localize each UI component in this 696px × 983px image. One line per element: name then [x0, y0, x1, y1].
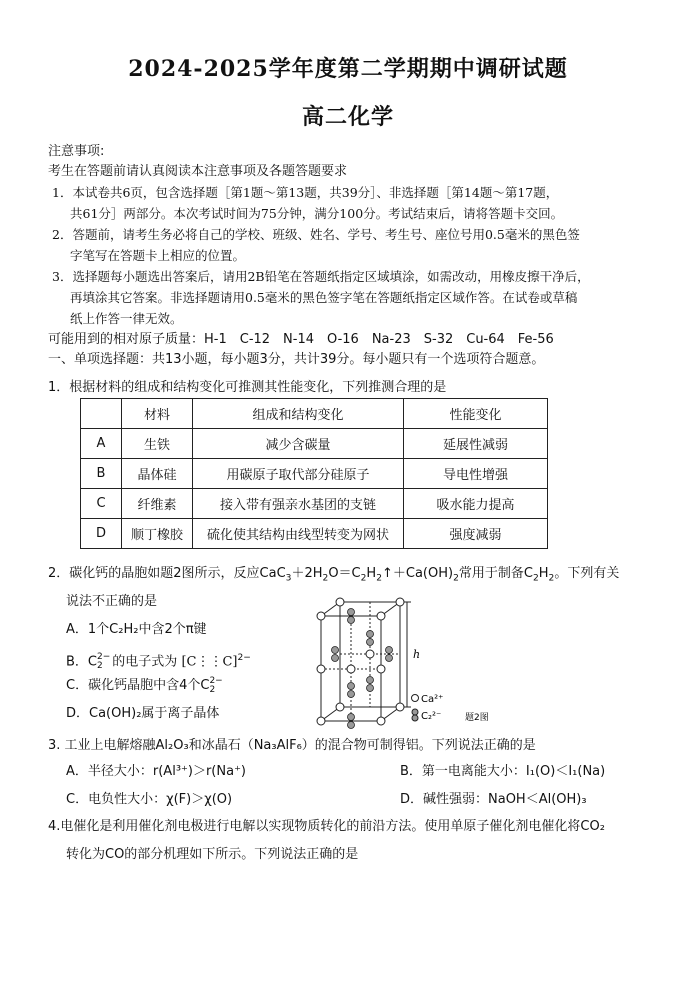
q4-stem: 4.电催化是利用催化剂电极进行电解以实现物质转化的前沿方法。使用单原子催化剂电催化将CO₂ — [48, 819, 605, 834]
table-cell: B — [81, 459, 122, 489]
table-cell: 用碳原子取代部分硅原子 — [193, 459, 404, 489]
q3-option-b: B．第一电离能大小：I₁(O)＜I₁(Na) — [400, 764, 606, 779]
table-row — [81, 429, 548, 459]
q3-option-a: A．半径大小：r(Al³⁺)＞r(Na⁺) — [66, 764, 247, 779]
q3-option-c: C．电负性大小：χ(F)＞χ(O) — [66, 792, 233, 807]
table-row — [81, 459, 548, 489]
q2-option-a: A．1个C₂H₂中含2个π键 — [66, 622, 207, 637]
notice-item-2: 2．答题前，请考生务必将自己的学校、班级、姓名、学号、考生号、座位号用0.5毫米的黑色签 — [52, 227, 580, 242]
table-row — [81, 519, 548, 549]
notice-intro: 考生在答题前请认真阅读本注意事项及各题答题要求 — [48, 164, 348, 179]
atomic-masses: 可能用到的相对原子质量：H-1 C-12 N-14 O-16 Na-23 S-32 Cu-64 Fe-56 — [48, 332, 554, 347]
table-header: 性能变化 — [404, 399, 548, 429]
q2-stem-cont: 说法不正确的是 — [66, 594, 158, 609]
notice-item-3: 3．选择题每小题选出答案后，请用2B铅笔在答题纸指定区域填涂，如需改动，用橡皮擦干净后， — [52, 269, 590, 284]
exam-subject: 高二化学 — [301, 104, 394, 130]
fig-h-label: h — [413, 648, 421, 661]
notice-item-3-cont: 再填涂其它答案。非选择题请用0.5毫米的黑色签字笔在答题纸指定区域作答。在试卷或草稿 — [70, 290, 578, 305]
notice-item-2-cont: 字笔写在答题卡上相应的位置。 — [70, 248, 246, 263]
table-header: 组成和结构变化 — [193, 399, 404, 429]
table-cell: 吸水能力提高 — [404, 489, 548, 519]
legend-ca: Ca²⁺ — [421, 694, 444, 705]
table-header: 材料 — [122, 399, 193, 429]
q4-stem-cont: 转化为CO的部分机理如下所示。下列说法正确的是 — [66, 847, 359, 862]
table-cell: 减少含碳量 — [193, 429, 404, 459]
table-cell: 顺丁橡胶 — [122, 519, 193, 549]
table-cell: A — [81, 429, 122, 459]
exam-title: 2024-2025学年度第二学期期中调研试题 — [128, 56, 568, 82]
table-header — [81, 399, 122, 429]
q3-stem: 3. 工业上电解熔融Al₂O₃和冰晶石（Na₃AlF₆）的混合物可制得铝。下列说法正确的是 — [48, 738, 536, 753]
table-row — [81, 489, 548, 519]
q3-option-d: D．碱性强弱：NaOH＜Al(OH)₃ — [400, 792, 587, 807]
notice-heading: 注意事项: — [48, 144, 105, 159]
q2-option-b: B．C 2− 2 的电子式为 [C⋮⋮C]$^{2-}$ — [66, 651, 251, 671]
table-cell: 接入带有强亲水基团的支链 — [193, 489, 404, 519]
figure-caption: 题2图 — [465, 713, 489, 723]
notice-item-1: 1．本试卷共6页，包含选择题［第1题～第13题，共39分］、非选择题［第14题～第17题， — [52, 185, 559, 200]
table-cell: 强度减弱 — [404, 519, 548, 549]
notice-item-3-cont2: 纸上作答一律无效。 — [70, 311, 183, 326]
table-cell: D — [81, 519, 122, 549]
table-cell: 晶体硅 — [122, 459, 193, 489]
q1-table — [80, 398, 548, 549]
table-cell: 生铁 — [122, 429, 193, 459]
table-cell: 硫化使其结构由线型转变为网状 — [193, 519, 404, 549]
notice-item-1-cont: 共61分］两部分。本次考试时间为75分钟，满分100分。考试结束后，请将答题卡交回。 — [70, 206, 564, 221]
calcium-carbide-unit-cell-figure — [305, 594, 505, 729]
q2-stem: 2．碳化钙的晶胞如题2图所示，反应$CaC_3+2H_2O=C_2H_2↑+Ca(OH)_2$常用于制备$C_2H_2$。下列有关 — [48, 566, 620, 584]
table-cell: 导电性增强 — [404, 459, 548, 489]
section-heading: 一、单项选择题：共13小题，每小题3分，共计39分。每小题只有一个选项符合题意。 — [48, 352, 545, 367]
q2-option-c: C．碳化钙晶胞中含4个C 2− 2 — [66, 675, 223, 695]
table-cell: 纤维素 — [122, 489, 193, 519]
legend-c2: C₂²⁻ — [421, 711, 442, 722]
q2-option-d: D．Ca(OH)₂属于离子晶体 — [66, 706, 220, 721]
table-header-row — [81, 399, 548, 429]
q1-stem: 1．根据材料的组成和结构变化可推测其性能变化，下列推测合理的是 — [48, 380, 447, 395]
table-cell: 延展性减弱 — [404, 429, 548, 459]
table-cell: C — [81, 489, 122, 519]
